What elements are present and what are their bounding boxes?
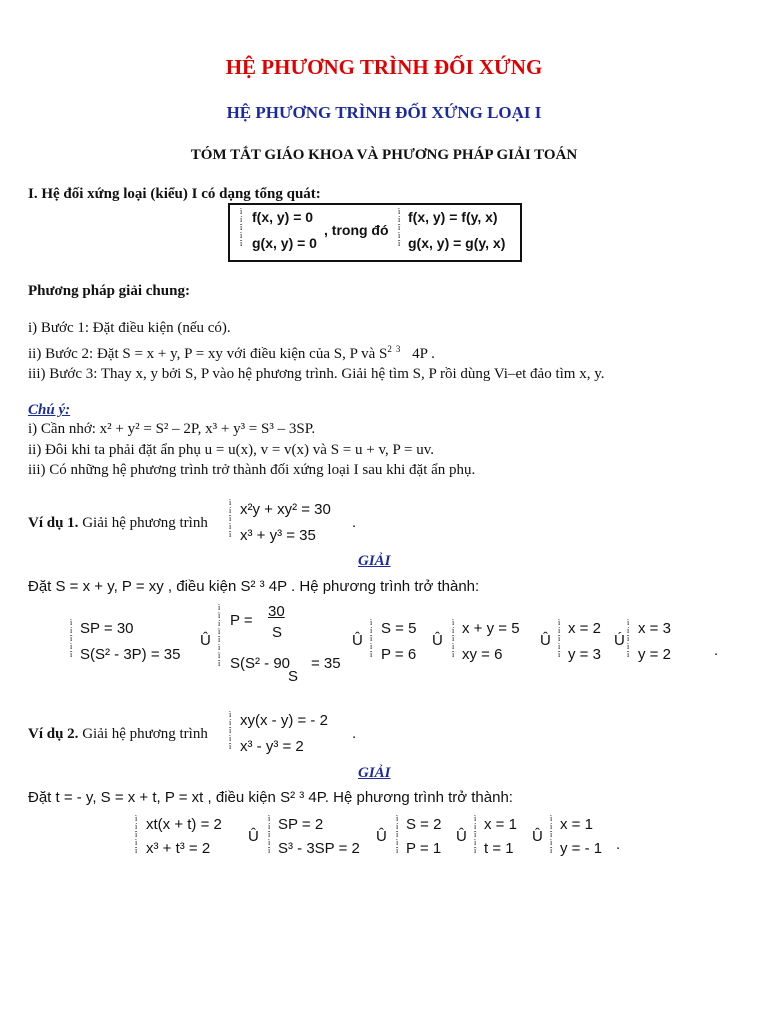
ex1-s2-num: 30: [268, 603, 285, 620]
ex1-arrow-2: Û: [352, 632, 363, 649]
box-eq2: g(x, y) = 0: [252, 235, 317, 251]
ex1-s2b-den: S: [288, 668, 299, 685]
page-title: HỆ PHƯƠNG TRÌNH ĐỐI XỨNG: [225, 55, 543, 79]
ex1-s1-brace-icon: ì í î ì î: [70, 618, 73, 659]
ex1-end-dot: .: [714, 642, 719, 659]
ex1-dot: .: [352, 514, 357, 531]
example1-intro: [28, 515, 208, 532]
ex2-s5-brace-icon: ì í î ì î: [550, 814, 553, 855]
box-eq3: f(x, y) = f(y, x): [408, 209, 498, 225]
ex2-setup: Đặt t = - y, S = x + t, P = xt , điều kiện S² ³ 4P. Hệ phương trình trở thành:: [28, 789, 513, 806]
method-heading: Phương pháp giải chung:: [28, 283, 190, 299]
ex2-s3-brace-icon: ì í î ì î: [396, 814, 399, 855]
ex1-s5b: y = 3: [568, 646, 601, 663]
ex1-s2b: S(S² - 90: [230, 655, 291, 672]
ex2-s3b: P = 1: [406, 840, 442, 857]
ex1-s6b: y = 2: [638, 646, 671, 663]
ex2-s5b: y = - 1: [560, 840, 603, 857]
ex1-s1a: SP = 30: [80, 620, 134, 637]
ex2-eq1: xy(x - y) = - 2: [240, 712, 328, 729]
ex1-s4-brace-icon: ì í î ì î: [452, 618, 455, 659]
ex2-s3a: S = 2: [406, 816, 442, 833]
note-2: ii) Đôi khi ta phải đặt ẩn phụ u = u(x), v = v(x) và S = u + v, P = uv.: [28, 442, 434, 458]
note-1: i) Cần nhớ: x² + y² = S² – 2P, x³ + y³ = S³ – 3SP.: [28, 421, 316, 437]
ex1-eq2: x³ + y³ = 35: [240, 527, 316, 544]
ex2-arrow-1: Û: [248, 828, 259, 845]
ex2-s2-brace-icon: ì í î ì î: [268, 814, 271, 855]
step-2-text: ii) Bước 2: Đặt S = x + y, P = xy với điều kiện của S, P và S: [28, 346, 388, 362]
example1-text: Giải hệ phương trình: [82, 515, 208, 531]
ex1-eq1: x²y + xy² = 30: [240, 501, 331, 518]
ex1-s2-den: S: [272, 624, 283, 641]
page-subtitle: HỆ PHƯƠNG TRÌNH ĐỐI XỨNG LOẠI I: [226, 103, 542, 122]
ex1-s2b-end: = 35: [311, 655, 341, 672]
ex1-setup: Đặt S = x + y, P = xy , điều kiện S² ³ 4P . Hệ phương trình trở thành:: [28, 578, 480, 595]
ex2-solution-heading: GIẢI: [358, 765, 391, 781]
note-heading: Chú ý:: [28, 402, 71, 418]
ex2-dot: .: [352, 725, 357, 742]
ex2-s2b: S³ - 3SP = 2: [278, 840, 360, 857]
brace-right-icon: ì í î ì î: [398, 207, 401, 248]
note-3: iii) Có những hệ phương trình trở thành đối xứng loại I sau khi đặt ẩn phụ.: [28, 462, 476, 478]
example2-label: Ví dụ 2.: [28, 726, 79, 742]
ex2-s2a: SP = 2: [278, 816, 324, 833]
ex1-s5-brace-icon: ì í î ì î: [558, 618, 561, 659]
ex2-s4a: x = 1: [484, 816, 517, 833]
ex1-s3-brace-icon: ì í î ì î: [370, 618, 373, 659]
ex2-arrow-3: Û: [456, 828, 467, 845]
section1-heading: I. Hệ đối xứng loại (kiểu) I có dạng tổng quát:: [28, 186, 321, 202]
summary-heading: TÓM TẮT GIÁO KHOA VÀ PHƯƠNG PHÁP GIẢI TOÁN: [190, 147, 578, 163]
ex1-s5a: x = 2: [568, 620, 601, 637]
ex1-or: Ú: [614, 632, 625, 649]
ex1-s4a: x + y = 5: [462, 620, 520, 637]
ex1-s3b: P = 6: [381, 646, 417, 663]
step-2-tail: 4P .: [412, 346, 435, 362]
ex1-s1b: S(S² - 3P) = 35: [80, 646, 181, 663]
box-eq1: f(x, y) = 0: [252, 209, 314, 225]
ex1-s6-brace-icon: ì í î ì î: [627, 618, 630, 659]
ex1-s3a: S = 5: [381, 620, 417, 637]
step-2: ii) Bước 2: Đặt S = x + y, P = xy với điều kiện của S, P và $S^2$ $^3$ 4P .: [28, 344, 435, 362]
example2-text: Giải hệ phương trình: [82, 726, 208, 742]
box-eq4: g(x, y) = g(y, x): [408, 235, 506, 251]
ex1-arrow-4: Û: [540, 632, 551, 649]
ex1-brace-icon: ì í î ì î: [229, 498, 232, 539]
ex1-s6a: x = 3: [638, 620, 671, 637]
ex1-arrow-3: Û: [432, 632, 443, 649]
ex1-s2-brace-icon: ì ï í ï î ì ï î: [218, 603, 221, 668]
ex2-s1a: xt(x + t) = 2: [146, 816, 222, 833]
step-1: i) Bước 1: Đặt điều kiện (nếu có).: [28, 320, 231, 336]
example1-label: Ví dụ 1.: [28, 515, 79, 531]
ex2-s4b: t = 1: [484, 840, 514, 857]
brace-left-icon: ì í î ì î: [240, 207, 243, 248]
ex2-arrow-4: Û: [532, 828, 543, 845]
ex2-eq2: x³ - y³ = 2: [240, 738, 304, 755]
ex1-solution-heading: GIẢI: [358, 553, 391, 569]
ex2-brace-icon: ì í î ì î: [229, 710, 232, 751]
ex1-s4b: xy = 6: [462, 646, 503, 663]
box-mid: , trong đó: [324, 222, 389, 238]
step-3: iii) Bước 3: Thay x, y bởi S, P vào hệ phương trình. Giải hệ tìm S, P rồi dùng Vi–et đảo tìm x, y.: [28, 366, 605, 382]
ex2-end-dot: .: [616, 836, 621, 853]
ex2-arrow-2: Û: [376, 828, 387, 845]
ex1-s2a: P =: [230, 612, 253, 629]
ex1-arrow-1: Û: [200, 632, 211, 649]
ex2-s1-brace-icon: ì í î ì î: [135, 814, 138, 855]
ex2-s4-brace-icon: ì í î ì î: [474, 814, 477, 855]
ex2-s5a: x = 1: [560, 816, 593, 833]
ex2-s1b: x³ + t³ = 2: [146, 840, 211, 857]
example2-intro: [28, 726, 208, 743]
